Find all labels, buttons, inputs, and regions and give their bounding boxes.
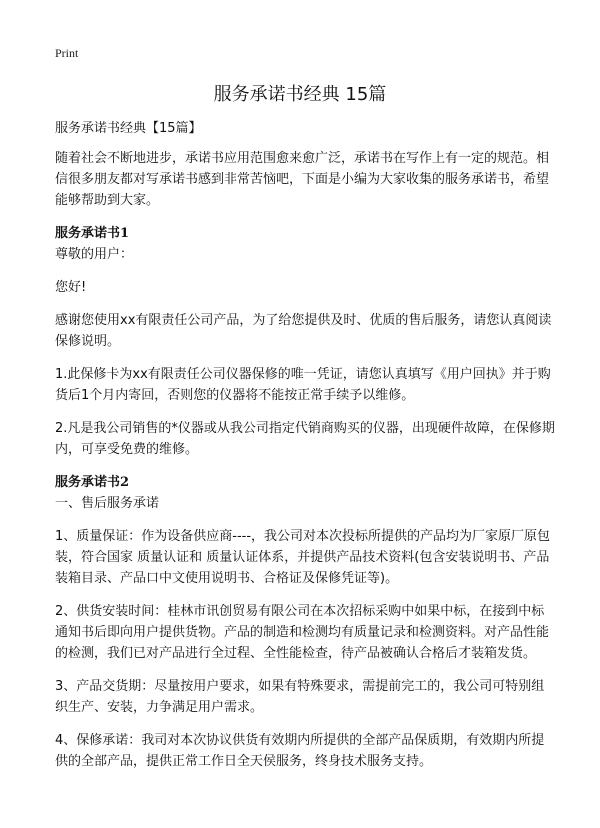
section-2-paragraph-3: 3、产品交货期：尽量按用户要求，如果有特殊要求，需提前完工的，我公司可特别组织生产、安装，力争满足用户需求。 bbox=[55, 679, 545, 715]
intro-paragraph: 随着社会不断地进步，承诺书应用范围愈来愈广泛，承诺书在写作上有一定的规范。相信很多朋友都对写承诺书感到非常苦恼吧，下面是小编为大家收集的服务承诺书，希望能够帮助到大家。 bbox=[55, 151, 550, 208]
section-2-heading: 服务承诺书2 bbox=[55, 475, 130, 490]
print-link[interactable]: Print bbox=[55, 46, 79, 60]
document-body bbox=[55, 118, 555, 784]
section-2-paragraph-4: 4、保修承诺：我司对本次协议供货有效期内所提供的全部产品保质期，有效期内所提供的全部产品，提供正常工作日全天侯服务，终身技术服务支持。 bbox=[55, 733, 545, 769]
section-1-heading: 服务承诺书1 bbox=[55, 226, 130, 241]
section-2-paragraph-2: 2、供货安装时间：桂林市讯创贸易有限公司在本次招标采购中如果中标，在接到中标通知书后即向用户提供货物。产品的制造和检测均有质量记录和检测资料。对产品性能的检测，我们已对产品进行全过程、全性能检查，待产品被确认合格后才装箱发货。 bbox=[55, 604, 550, 661]
section-1-hello: 您好! bbox=[55, 280, 87, 295]
section-1-paragraph-1: 感谢您使用xx有限责任公司产品，为了给您提供及时、优质的售后服务，请您认真阅读保修说明。 bbox=[55, 313, 552, 349]
section-1-paragraph-3: 2.凡是我公司销售的*仪器或从我公司指定代销商购买的仪器，出现硬件故障，在保修期内，可享受免费的维修。 bbox=[55, 421, 555, 457]
document-title: 服务承诺书经典 15篇 bbox=[213, 84, 387, 105]
document-subtitle: 服务承诺书经典【15篇】 bbox=[55, 121, 202, 136]
section-2-subheading: 一、售后服务承诺 bbox=[55, 496, 160, 511]
section-1-greeting: 尊敬的用户： bbox=[55, 247, 134, 262]
section-2-paragraph-1: 1、质量保证：作为设备供应商----，我公司对本次投标所提供的产品均为厂家原厂原包装，符合国家 质量认证和 质量认证体系，并提供产品技术资料(包含安装说明书、产品装箱目录、产品口中文使用说明书、合格证及保修凭证等)。 bbox=[55, 529, 551, 586]
section-1-paragraph-2: 1.此保修卡为xx有限责任公司仪器保修的唯一凭证，请您认真填写《用户回执》并于购货后1个月内寄回，否则您的仪器将不能按正常手续予以维修。 bbox=[55, 367, 551, 403]
